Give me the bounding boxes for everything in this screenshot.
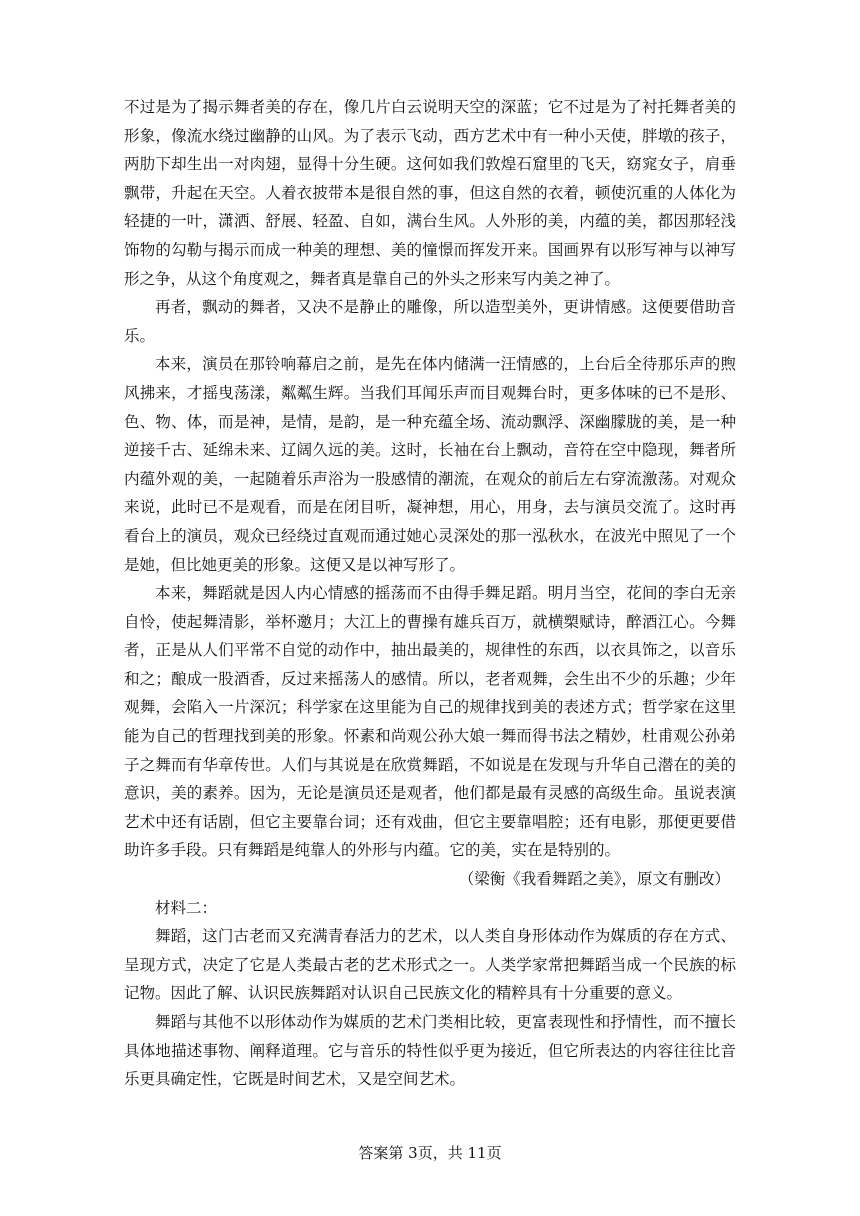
page-footer: 答案第 3页，共 11页 — [358, 1144, 502, 1162]
paragraph-1: 不过是为了揭示舞者美的存在，像几片白云说明天空的深蓝；它不过是为了衬托舞者美的形象，像流水绕过幽静的山风。为了表示飞动，西方艺术中有一种小天使，胖墩的孩子，两肋下却生出一对肉翅，显得十分生硬。这何如我们敦煌石窟里的飞天，窈窕女子，肩垂飘带，升起在天空。人着衣披带本是很自然的事，但这自然的衣着，顿使沉重的人体化为轻捷的一叶，潇洒、舒展、轻盈、自如，满台生风。人外形的美，内蕴的美，都因那轻浅饰物的勾勒与揭示而成一种美的理想、美的憧憬而挥发开来。国画界有以形写神与以神写形之争，从这个角度观之，舞者真是靠自己的外头之形来写内美之神了。 — [124, 98, 736, 288]
paragraph-3: 本来，演员在那铃响幕启之前，是先在体内储满一汪情感的，上台后全待那乐声的煦风拂来，才摇曳荡漾，粼粼生辉。当我们耳闻乐声而目观舞台时，更多体味的已不是形、色、物、体，而是神，是情，是韵，是一种充蕴全场、流动飘浮、深幽朦胧的美，是一种逆接千古、延绵未来、辽阔久远的美。这时，长袖在台上飘动，音符在空中隐现，舞者所内蕴外观的美，一起随着乐声浴为一股感情的潮流，在观众的前后左右穿流激荡。对观众来说，此时已不是观看，而是在闭目听，凝神想，用心，用身，去与演员交流了。这时再看台上的演员，观众已经绕过直观而通过她心灵深处的那一泓秋水，在波光中照见了一个是她，但比她更美的形象。这便又是以神写形了。 — [124, 355, 736, 574]
section-2-label: 材料二： — [155, 898, 218, 917]
paragraph-4: 本来，舞蹈就是因人内心情感的摇荡而不由得手舞足蹈。明月当空，花间的李白无亲自怜，使起舞清影，举杯邀月；大江上的曹操有雄兵百万，就横槊赋诗，醉酒江心。今舞者，正是从人们平常不自觉的动作中，抽出最美的，规律性的东西，以衣具饰之，以音乐和之；酿成一股酒香，反过来摇荡人的感情。所以，老者观舞，会生出不少的乐趣；少年观舞，会陷入一片深沉；科学家在这里能为自己的规律找到美的表述方式；哲学家在这里能为自己的哲理找到美的形象。怀素和尚观公孙大娘一舞而得书法之精妙，杜甫观公孙弟子之舞而有华章传世。人们与其说是在欣赏舞蹈，不如说是在发现与升华自己潜在的美的意识，美的素养。因为，无论是演员还是观者，他们都是最有灵感的高级生命。虽说表演艺术中还有话剧，但它主要靠台词；还有戏曲，但它主要靠唱腔；还有电影，那便更要借助许多手段。只有舞蹈是纯靠人的外形与内蕴。它的美，实在是特别的。 — [124, 584, 736, 860]
section-2-paragraph-1: 舞蹈，这门古老而又充满青春活力的艺术，以人类自身形体动作为媒质的存在方式、呈现方式，决定了它是人类最古老的艺术形式之一。人类学家常把舞蹈当成一个民族的标记物。因此了解、认识民族舞蹈对认识自己民族文化的精粹具有十分重要的意义。 — [124, 927, 736, 1003]
document-body — [124, 93, 736, 1094]
paragraph-2: 再者，飘动的舞者，又决不是静止的雕像，所以造型美外，更讲情感。这便要借助音乐。 — [124, 298, 736, 345]
section-2-paragraph-2: 舞蹈与其他不以形体动作为媒质的艺术门类相比较，更富表现性和抒情性，而不擅长具体地描述事物、阐释道理。它与音乐的特性似乎更为接近，但它所表达的内容往往比音乐更具确定性，它既是时间艺术，又是空间艺术。 — [124, 1013, 736, 1089]
source-citation: （梁衡《我看舞蹈之美》，原文有删改） — [458, 870, 730, 889]
